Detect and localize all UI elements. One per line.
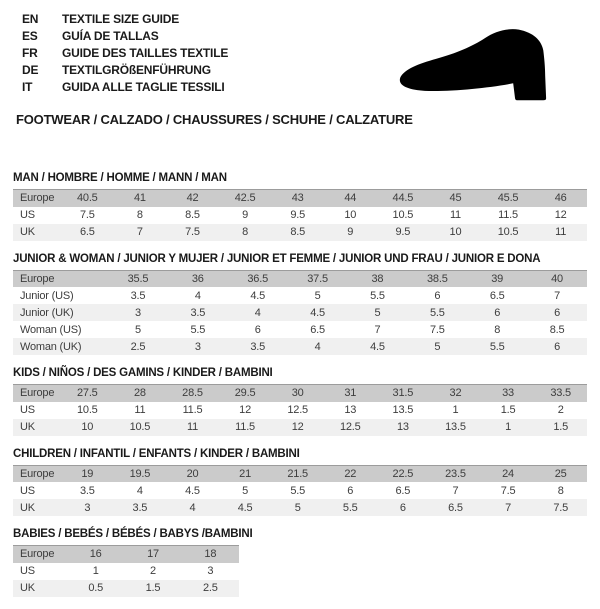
size-cell: 12 bbox=[554, 209, 567, 221]
table-row bbox=[13, 563, 239, 580]
size-cell: 7 bbox=[374, 323, 381, 336]
language-line-de bbox=[22, 61, 228, 78]
size-cell: 13 bbox=[396, 421, 409, 433]
size-cell: 22 bbox=[344, 467, 357, 480]
row-label: UK bbox=[20, 421, 35, 433]
size-cell: 5 bbox=[314, 289, 321, 302]
size-cell: 11.5 bbox=[498, 209, 518, 221]
size-cell: 31.5 bbox=[392, 387, 414, 400]
size-cell: 4.5 bbox=[185, 484, 200, 497]
table-row bbox=[13, 419, 587, 436]
size-cell: 3.5 bbox=[190, 306, 206, 319]
section-title-man: MAN / HOMBRE / HOMME / MANN / MAN bbox=[13, 172, 227, 184]
size-cell: 9 bbox=[347, 226, 354, 238]
size-cell: 7.5 bbox=[553, 501, 569, 514]
size-cell: 12 bbox=[291, 421, 304, 433]
row-label: US bbox=[20, 565, 35, 577]
row-label: Junior (UK) bbox=[20, 306, 74, 319]
size-cell: 44 bbox=[344, 192, 357, 205]
size-cell: 16 bbox=[89, 548, 102, 561]
size-cell: 24 bbox=[502, 467, 514, 480]
row-label: Europe bbox=[20, 387, 55, 400]
size-cell: 37.5 bbox=[307, 272, 328, 285]
size-cell: 6.5 bbox=[489, 289, 505, 302]
size-cell: 8 bbox=[136, 209, 143, 221]
table-row bbox=[13, 224, 587, 241]
size-cell: 11 bbox=[186, 421, 198, 433]
size-cell: 10 bbox=[449, 226, 462, 238]
language-code: FR bbox=[22, 45, 38, 60]
language-label: GUIDA ALLE TAGLIE TESSILI bbox=[62, 79, 225, 94]
size-cell: 5 bbox=[242, 484, 249, 497]
size-cell: 6 bbox=[399, 501, 406, 514]
size-cell: 3.5 bbox=[79, 484, 95, 497]
size-cell: 25 bbox=[554, 467, 567, 480]
size-cell: 8.5 bbox=[185, 209, 200, 221]
size-cell: 7.5 bbox=[185, 226, 200, 238]
size-cell: 31 bbox=[344, 387, 357, 400]
size-cell: 0.5 bbox=[88, 582, 104, 594]
size-cell: 6.5 bbox=[395, 484, 411, 497]
row-label: UK bbox=[20, 582, 35, 594]
size-cell: 4.5 bbox=[370, 340, 385, 353]
table-row bbox=[13, 338, 587, 355]
size-cell: 13 bbox=[344, 404, 357, 416]
section-kids bbox=[13, 367, 587, 436]
size-cell: 8 bbox=[557, 484, 564, 497]
size-cell: 1 bbox=[452, 404, 459, 416]
language-line-en bbox=[22, 10, 228, 27]
size-cell: 6 bbox=[494, 306, 501, 319]
size-cell: 10 bbox=[81, 421, 94, 433]
shoe-icon bbox=[393, 24, 575, 104]
size-cell: 7.5 bbox=[79, 209, 95, 221]
size-cell: 10 bbox=[344, 209, 357, 221]
size-cell: 7.5 bbox=[500, 484, 516, 497]
size-cell: 3 bbox=[84, 501, 91, 514]
row-label: US bbox=[20, 209, 35, 221]
size-cell: 10.5 bbox=[497, 226, 519, 238]
tables-area bbox=[13, 172, 587, 609]
size-cell: 11 bbox=[449, 209, 461, 221]
size-cell: 23.5 bbox=[445, 467, 466, 480]
section-junior-woman bbox=[13, 253, 587, 356]
row-label: Junior (US) bbox=[20, 289, 74, 302]
size-cell: 40.5 bbox=[76, 192, 98, 205]
size-cell: 4.5 bbox=[237, 501, 253, 514]
size-cell: 21 bbox=[239, 467, 251, 480]
size-cell: 13.5 bbox=[445, 421, 466, 433]
table-row bbox=[13, 580, 239, 597]
size-cell: 12.5 bbox=[339, 421, 361, 433]
size-cell: 28.5 bbox=[182, 387, 203, 400]
table-row bbox=[13, 287, 587, 304]
size-cell: 39 bbox=[491, 272, 504, 285]
size-cell: 6 bbox=[554, 340, 561, 353]
size-cell: 11.5 bbox=[235, 421, 255, 433]
table-row bbox=[13, 465, 587, 482]
size-cell: 44.5 bbox=[392, 192, 414, 205]
size-cell: 9.5 bbox=[290, 209, 306, 221]
size-cell: 3 bbox=[207, 565, 214, 577]
size-cell: 4 bbox=[314, 340, 321, 353]
size-cell: 36.5 bbox=[247, 272, 268, 285]
size-cell: 8.5 bbox=[290, 226, 306, 238]
size-cell: 35.5 bbox=[127, 272, 149, 285]
language-label: GUÍA DE TALLAS bbox=[62, 28, 159, 43]
size-cell: 12.5 bbox=[287, 404, 308, 416]
size-cell: 2 bbox=[150, 565, 156, 577]
section-title-children: CHILDREN / INFANTIL / ENFANTS / KINDER / BAMBINI bbox=[13, 447, 300, 460]
table-row bbox=[13, 546, 239, 563]
row-label: Europe bbox=[20, 548, 55, 561]
size-cell: 8 bbox=[494, 323, 501, 336]
language-code: IT bbox=[22, 79, 33, 94]
size-cell: 7 bbox=[136, 226, 143, 238]
size-cell: 19.5 bbox=[129, 467, 151, 480]
size-cell: 4 bbox=[254, 306, 261, 319]
size-cell: 9 bbox=[242, 209, 249, 221]
size-cell: 17 bbox=[147, 548, 159, 561]
size-cell: 3.5 bbox=[250, 340, 266, 353]
size-cell: 4.5 bbox=[250, 289, 266, 302]
size-cell: 21.5 bbox=[287, 467, 308, 480]
size-cell: 45.5 bbox=[497, 192, 519, 205]
size-cell: 32 bbox=[449, 387, 462, 400]
size-cell: 1 bbox=[505, 421, 511, 433]
size-table-man bbox=[13, 189, 587, 241]
language-legend bbox=[22, 10, 228, 95]
size-cell: 2 bbox=[557, 404, 564, 416]
size-cell: 9.5 bbox=[395, 226, 411, 238]
row-label: Woman (US) bbox=[20, 323, 82, 336]
size-cell: 5.5 bbox=[290, 484, 306, 497]
table-row bbox=[13, 482, 587, 499]
row-label: Woman (UK) bbox=[20, 340, 82, 353]
size-cell: 18 bbox=[204, 548, 217, 561]
size-cell: 6.5 bbox=[310, 323, 325, 336]
section-title-junior-woman: JUNIOR & WOMAN / JUNIOR Y MUJER / JUNIOR ET FEMME / JUNIOR UND FRAU / JUNIOR E DONA bbox=[13, 252, 541, 265]
size-cell: 1.5 bbox=[145, 582, 161, 594]
size-cell: 33 bbox=[502, 387, 514, 400]
size-cell: 20 bbox=[186, 467, 199, 480]
size-cell: 4.5 bbox=[310, 306, 325, 319]
language-code: DE bbox=[22, 62, 39, 77]
size-cell: 5 bbox=[294, 501, 301, 514]
table-row bbox=[13, 190, 587, 207]
category-title: FOOTWEAR / CALZADO / CHAUSSURES / SCHUHE / CALZATURE bbox=[16, 112, 413, 127]
size-cell: 1 bbox=[92, 565, 99, 577]
row-label: UK bbox=[20, 501, 35, 514]
table-row bbox=[13, 207, 587, 224]
section-title-kids: KIDS / NIÑOS / DES GAMINS / KINDER / BAMBINI bbox=[13, 367, 273, 379]
size-cell: 7.5 bbox=[429, 323, 445, 336]
size-cell: 5.5 bbox=[190, 323, 206, 336]
size-cell: 46 bbox=[554, 192, 567, 205]
size-cell: 6.5 bbox=[79, 226, 95, 238]
size-cell: 5.5 bbox=[342, 501, 358, 514]
size-cell: 6 bbox=[254, 323, 261, 336]
size-cell: 6 bbox=[347, 484, 354, 497]
table-row bbox=[13, 304, 587, 321]
language-line-fr bbox=[22, 44, 228, 61]
size-table-children bbox=[13, 465, 587, 517]
table-row bbox=[13, 270, 587, 287]
table-row bbox=[13, 385, 587, 402]
size-cell: 8.5 bbox=[549, 323, 565, 336]
size-cell: 5 bbox=[374, 306, 381, 319]
size-cell: 6 bbox=[554, 306, 561, 319]
size-cell: 5 bbox=[434, 340, 441, 353]
size-cell: 5.5 bbox=[489, 340, 505, 353]
size-table-kids bbox=[13, 384, 587, 436]
size-cell: 10.5 bbox=[392, 209, 414, 221]
size-cell: 4 bbox=[189, 501, 196, 514]
size-cell: 3 bbox=[134, 306, 141, 319]
row-label: US bbox=[20, 404, 35, 416]
size-cell: 41 bbox=[133, 192, 146, 205]
language-label: TEXTILE SIZE GUIDE bbox=[62, 11, 180, 26]
size-cell: 5.5 bbox=[429, 306, 445, 319]
table-row bbox=[13, 402, 587, 419]
size-cell: 4 bbox=[194, 289, 201, 302]
size-table-babies bbox=[13, 545, 239, 597]
size-cell: 45 bbox=[449, 192, 462, 205]
size-cell: 7 bbox=[554, 289, 561, 302]
size-cell: 38 bbox=[371, 272, 384, 285]
size-cell: 2.5 bbox=[202, 582, 218, 594]
size-cell: 8 bbox=[242, 226, 249, 238]
size-cell: 2.5 bbox=[130, 340, 146, 353]
size-cell: 29.5 bbox=[234, 387, 256, 400]
size-cell: 10.5 bbox=[76, 404, 98, 416]
size-cell: 11.5 bbox=[182, 404, 203, 416]
row-label: Europe bbox=[20, 192, 55, 205]
size-cell: 28 bbox=[133, 387, 146, 400]
size-cell: 42.5 bbox=[234, 192, 256, 205]
size-cell: 27.5 bbox=[76, 387, 98, 400]
size-cell: 12 bbox=[239, 404, 251, 416]
section-babies bbox=[13, 528, 587, 597]
size-cell: 1.5 bbox=[500, 404, 516, 416]
size-cell: 13.5 bbox=[392, 404, 414, 416]
row-label: UK bbox=[20, 226, 35, 238]
size-cell: 40 bbox=[551, 272, 563, 285]
size-cell: 36 bbox=[191, 272, 204, 285]
size-table-junior-woman bbox=[13, 270, 587, 356]
size-cell: 6.5 bbox=[448, 501, 463, 514]
section-children bbox=[13, 448, 587, 517]
language-label: TEXTILGRÖßENFÜHRUNG bbox=[62, 62, 211, 77]
size-cell: 43 bbox=[291, 192, 304, 205]
size-cell: 11 bbox=[134, 404, 146, 416]
language-line-it bbox=[22, 78, 228, 95]
language-code: EN bbox=[22, 11, 39, 26]
size-cell: 33.5 bbox=[550, 387, 571, 400]
size-cell: 19 bbox=[81, 467, 94, 480]
size-cell: 3.5 bbox=[132, 501, 148, 514]
size-cell: 11 bbox=[555, 226, 567, 238]
row-label: Europe bbox=[20, 272, 55, 285]
size-cell: 3.5 bbox=[130, 289, 146, 302]
size-cell: 30 bbox=[291, 387, 304, 400]
size-cell: 1.5 bbox=[553, 421, 569, 433]
size-cell: 5.5 bbox=[370, 289, 385, 302]
size-cell: 22.5 bbox=[392, 467, 414, 480]
size-cell: 10.5 bbox=[129, 421, 151, 433]
row-label: US bbox=[20, 484, 35, 497]
language-label: GUIDE DES TAILLES TEXTILE bbox=[62, 45, 229, 60]
size-cell: 6 bbox=[434, 289, 441, 302]
size-cell: 3 bbox=[194, 340, 201, 353]
table-row bbox=[13, 499, 587, 516]
language-line-es bbox=[22, 27, 228, 44]
size-cell: 38.5 bbox=[427, 272, 448, 285]
language-code: ES bbox=[22, 28, 38, 43]
section-title-babies: BABIES / BEBÉS / BÉBÉS / BABYS /BAMBINI bbox=[13, 528, 253, 540]
table-row bbox=[13, 321, 587, 338]
section-man bbox=[13, 172, 587, 241]
size-cell: 7 bbox=[505, 501, 511, 514]
size-cell: 42 bbox=[186, 192, 199, 205]
row-label: Europe bbox=[20, 467, 55, 480]
size-cell: 4 bbox=[136, 484, 143, 497]
size-cell: 7 bbox=[452, 484, 459, 497]
size-cell: 5 bbox=[134, 323, 141, 336]
